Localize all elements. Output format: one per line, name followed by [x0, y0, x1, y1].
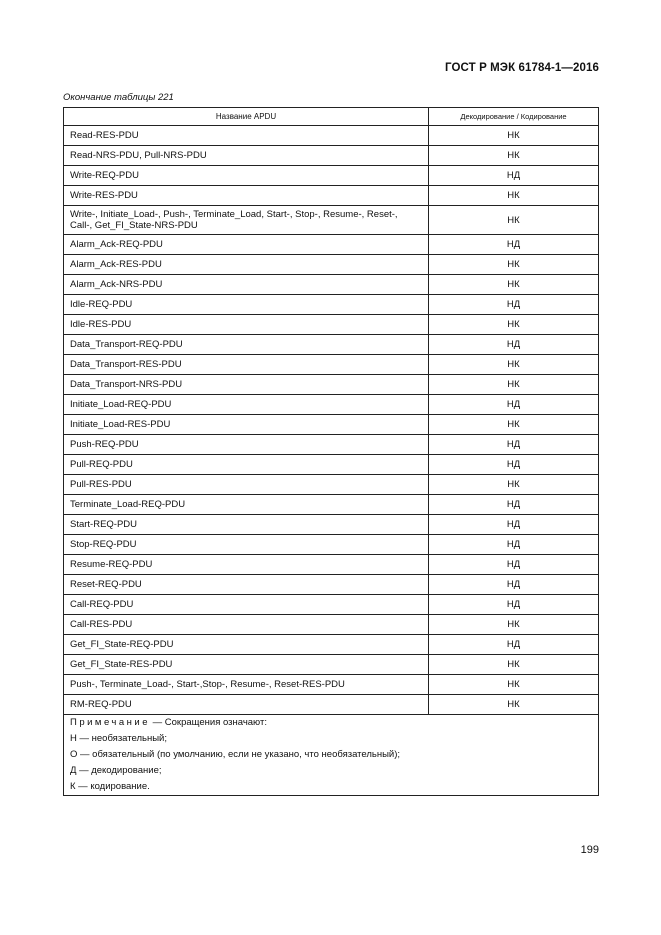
apdu-name-cell: Read-NRS-PDU, Pull-NRS-PDU	[64, 146, 429, 166]
decode-encode-cell: НД	[429, 535, 599, 555]
apdu-name-cell: Get_FI_State-REQ-PDU	[64, 635, 429, 655]
table-row	[64, 375, 599, 395]
decode-encode-cell: НД	[429, 495, 599, 515]
column-header-decode-encode: Декодирование / Кодирование	[429, 108, 599, 126]
apdu-name-cell: Stop-REQ-PDU	[64, 535, 429, 555]
decode-encode-cell: НК	[429, 255, 599, 275]
decode-encode-cell: НД	[429, 166, 599, 186]
decode-encode-cell: НД	[429, 455, 599, 475]
table-row	[64, 146, 599, 166]
table-row	[64, 495, 599, 515]
apdu-name-cell: Initiate_Load-REQ-PDU	[64, 395, 429, 415]
table-row	[64, 615, 599, 635]
table-row	[64, 655, 599, 675]
table-row	[64, 335, 599, 355]
table-caption: Окончание таблицы 221	[63, 92, 174, 103]
apdu-name-cell: Data_Transport-NRS-PDU	[64, 375, 429, 395]
decode-encode-cell: НД	[429, 595, 599, 615]
apdu-table	[63, 107, 599, 796]
apdu-name-cell: Call-REQ-PDU	[64, 595, 429, 615]
decode-encode-cell: НК	[429, 655, 599, 675]
table-row	[64, 455, 599, 475]
apdu-name-cell: Write-RES-PDU	[64, 186, 429, 206]
document-standard-header: ГОСТ Р МЭК 61784-1—2016	[445, 62, 599, 74]
table-row	[64, 275, 599, 295]
table-row	[64, 535, 599, 555]
table-row	[64, 575, 599, 595]
table-row	[64, 675, 599, 695]
decode-encode-cell: НД	[429, 515, 599, 535]
decode-encode-cell: НД	[429, 395, 599, 415]
apdu-name-cell: Call-RES-PDU	[64, 615, 429, 635]
note-title	[70, 715, 592, 731]
decode-encode-cell: НК	[429, 146, 599, 166]
decode-encode-cell: НД	[429, 295, 599, 315]
table-row	[64, 295, 599, 315]
note-line: К — кодирование.	[70, 781, 150, 792]
apdu-name-cell: Resume-REQ-PDU	[64, 555, 429, 575]
apdu-name-cell: Alarm_Ack-REQ-PDU	[64, 235, 429, 255]
note-line: Д — декодирование;	[70, 765, 162, 776]
table-row	[64, 595, 599, 615]
note-cell	[64, 715, 599, 796]
decode-encode-cell: НК	[429, 206, 599, 235]
page-number: 199	[580, 844, 599, 856]
apdu-name-cell: Push-REQ-PDU	[64, 435, 429, 455]
apdu-name-cell: Write-REQ-PDU	[64, 166, 429, 186]
note-row	[64, 715, 599, 796]
table-row	[64, 635, 599, 655]
decode-encode-cell: НК	[429, 126, 599, 146]
apdu-name-cell: Start-REQ-PDU	[64, 515, 429, 535]
note-line: О — обязательный (по умолчанию, если не указано, что необязательный);	[70, 749, 401, 760]
decode-encode-cell: НК	[429, 186, 599, 206]
decode-encode-cell: НД	[429, 435, 599, 455]
apdu-name-cell: Pull-REQ-PDU	[64, 455, 429, 475]
table-row	[64, 695, 599, 715]
decode-encode-cell: НК	[429, 695, 599, 715]
decode-encode-cell: НД	[429, 335, 599, 355]
column-header-apdu-name: Название APDU	[64, 108, 429, 126]
apdu-name-cell: Push-, Terminate_Load-, Start-,Stop-, Resume-, Reset-RES-PDU	[64, 675, 429, 695]
table-header-row	[64, 108, 599, 126]
table-row	[64, 435, 599, 455]
decode-encode-cell: НК	[429, 615, 599, 635]
table-row	[64, 395, 599, 415]
table-row	[64, 555, 599, 575]
table-row	[64, 475, 599, 495]
apdu-name-cell: Write-, Initiate_Load-, Push-, Terminate_Load, Start-, Stop-, Resume-, Reset-, Call-, Get_FI_State-NRS-PDU	[64, 206, 429, 235]
note-label: Примечание	[70, 717, 150, 728]
decode-encode-cell: НК	[429, 355, 599, 375]
apdu-name-cell: Terminate_Load-REQ-PDU	[64, 495, 429, 515]
apdu-name-cell: Data_Transport-RES-PDU	[64, 355, 429, 375]
decode-encode-cell: НД	[429, 635, 599, 655]
note-intro: — Сокращения означают:	[150, 717, 267, 728]
apdu-name-cell: Get_FI_State-RES-PDU	[64, 655, 429, 675]
apdu-name-cell: Idle-REQ-PDU	[64, 295, 429, 315]
apdu-name-cell: RM-REQ-PDU	[64, 695, 429, 715]
table-row	[64, 235, 599, 255]
table-row	[64, 126, 599, 146]
table-row	[64, 515, 599, 535]
decode-encode-cell: НД	[429, 555, 599, 575]
decode-encode-cell: НК	[429, 275, 599, 295]
decode-encode-cell: НК	[429, 315, 599, 335]
decode-encode-cell: НК	[429, 375, 599, 395]
table-row	[64, 166, 599, 186]
decode-encode-cell: НД	[429, 235, 599, 255]
table-row	[64, 186, 599, 206]
apdu-name-cell: Pull-RES-PDU	[64, 475, 429, 495]
decode-encode-cell: НК	[429, 675, 599, 695]
apdu-name-cell: Data_Transport-REQ-PDU	[64, 335, 429, 355]
table-row	[64, 415, 599, 435]
note-line: Н — необязательный;	[70, 733, 167, 744]
apdu-name-cell: Alarm_Ack-NRS-PDU	[64, 275, 429, 295]
apdu-name-cell: Initiate_Load-RES-PDU	[64, 415, 429, 435]
table-row	[64, 206, 599, 235]
table-row	[64, 255, 599, 275]
decode-encode-cell: НК	[429, 415, 599, 435]
apdu-name-cell: Reset-REQ-PDU	[64, 575, 429, 595]
decode-encode-cell: НК	[429, 475, 599, 495]
apdu-name-cell: Idle-RES-PDU	[64, 315, 429, 335]
apdu-name-cell: Alarm_Ack-RES-PDU	[64, 255, 429, 275]
table-row	[64, 315, 599, 335]
decode-encode-cell: НД	[429, 575, 599, 595]
apdu-name-cell: Read-RES-PDU	[64, 126, 429, 146]
table-row	[64, 355, 599, 375]
